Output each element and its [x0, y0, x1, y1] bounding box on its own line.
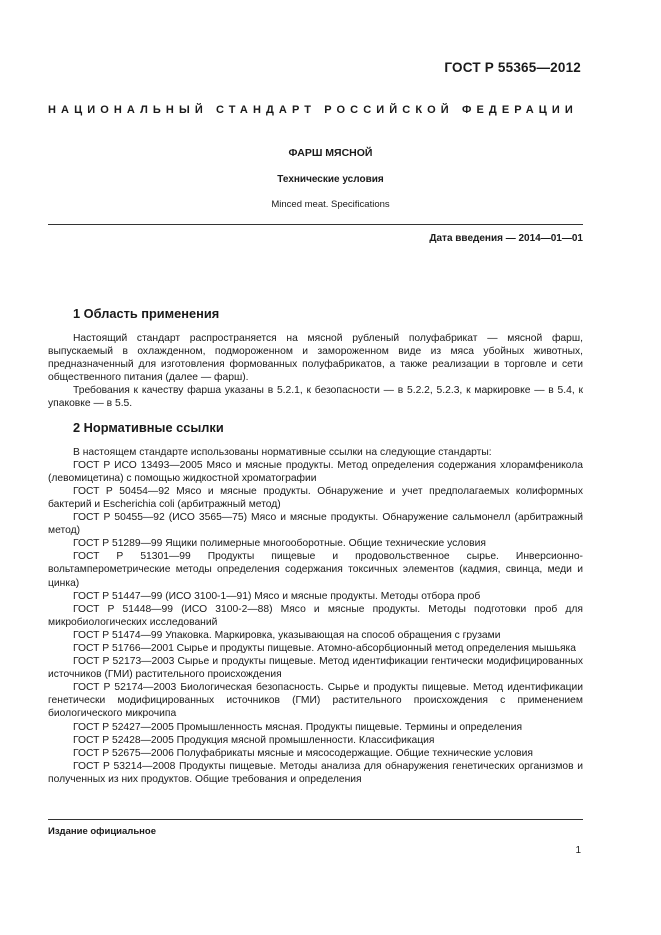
paragraph: Настоящий стандарт распространяется на мясной рубленый полуфабрикат — мясной фарш, выпускаемый в охлажденном, подмороженном и замороженном виде из мяса убойных животных, предназначенный для изготовления формованных полуфабрикатов, а также реализации в торговле и сети общественного питания (далее — фарш).: [48, 333, 583, 384]
reference-item: ГОСТ Р 52427—2005 Промышленность мясная. Продукты пищевые. Термины и определения: [73, 721, 523, 733]
introduction-date: Дата введения — 2014—01—01: [429, 233, 583, 244]
paragraph: В настоящем стандарте использованы нормативные ссылки на следующие стандарты:: [73, 446, 492, 458]
document-subtitle: Технические условия: [277, 174, 384, 185]
reference-item: ГОСТ Р 52675—2006 Полуфабрикаты мясные и мясосодержащие. Общие технические условия: [73, 747, 533, 759]
section-2-heading: 2 Нормативные ссылки: [73, 419, 224, 435]
national-standard-banner: НАЦИОНАЛЬНЫЙ СТАНДАРТ РОССИЙСКОЙ ФЕДЕРАЦИИ: [48, 104, 578, 116]
document-body: [48, 306, 583, 786]
page-number: 1: [575, 845, 581, 856]
reference-item: ГОСТ Р 51289—99 Ящики полимерные многооборотные. Общие технические условия: [73, 538, 486, 550]
footer-divider: [48, 819, 583, 820]
reference-item: ГОСТ Р 52428—2005 Продукция мясной промышленности. Классификация: [73, 734, 435, 746]
section-1-heading: 1 Область применения: [73, 306, 220, 321]
official-edition-label: Издание официальное: [48, 826, 156, 837]
paragraph: Требования к качеству фарша указаны в 5.2.1, к безопасности — в 5.2.2, 5.2.3, к маркировке — в 5.4, к упаковке — в 5.5.: [48, 385, 583, 410]
reference-item: ГОСТ Р 52174—2003 Биологическая безопасность. Сырье и продукты пищевые. Метод идентификации генетически модифицированных источников (ГМИ) растительного происхождения с применением биологического микрочипа: [48, 682, 583, 720]
reference-item: ГОСТ Р 52173—2003 Сырье и продукты пищевые. Метод идентификации гентически модифицированных источников (ГМИ) растительного происхождения: [48, 656, 583, 681]
title-divider: [48, 224, 583, 225]
reference-item: ГОСТ Р 50455—92 (ИСО 3565—75) Мясо и мясные продукты. Обнаружение сальмонелл (арбитражный метод): [48, 512, 583, 537]
reference-item: ГОСТ Р 50454—92 Мясо и мясные продукты. Обнаружение и учет предполагаемых колиформных бактерий и Escherichia coli (арбитражный метод): [48, 485, 583, 510]
reference-item: ГОСТ Р 53214—2008 Продукты пищевые. Методы анализа для обнаружения генетических организмов и полученных из них продуктов. Общие требования и определения: [48, 760, 583, 785]
reference-item: ГОСТ Р 51301—99 Продукты пищевые и продовольственное сырье. Инверсионно-вольтамперометрические методы определения содержания токсичных элементов (кадмия, свинца, меди и цинка): [48, 551, 583, 589]
reference-item: ГОСТ Р 51474—99 Упаковка. Маркировка, указывающая на способ обращения с грузами: [73, 629, 501, 641]
document-title: ФАРШ МЯСНОЙ: [288, 147, 373, 159]
reference-item: ГОСТ Р ИСО 13493—2005 Мясо и мясные продукты. Метод определения содержания хлорамфеникола (левомицетина) с помощью жидкостной хроматографии: [48, 459, 583, 484]
reference-item: ГОСТ Р 51448—99 (ИСО 3100-2—88) Мясо и мясные продукты. Методы подготовки проб для микробиологических исследований: [48, 603, 583, 628]
reference-item: ГОСТ Р 51447—99 (ИСО 3100-1—91) Мясо и мясные продукты. Методы отбора проб: [73, 590, 481, 602]
reference-item: ГОСТ Р 51766—2001 Сырье и продукты пищевые. Атомно-абсорбционный метод определения мышьяка: [73, 642, 576, 654]
document-number: ГОСТ Р 55365—2012: [444, 60, 581, 75]
document-english-title: Minced meat. Specifications: [271, 199, 390, 210]
